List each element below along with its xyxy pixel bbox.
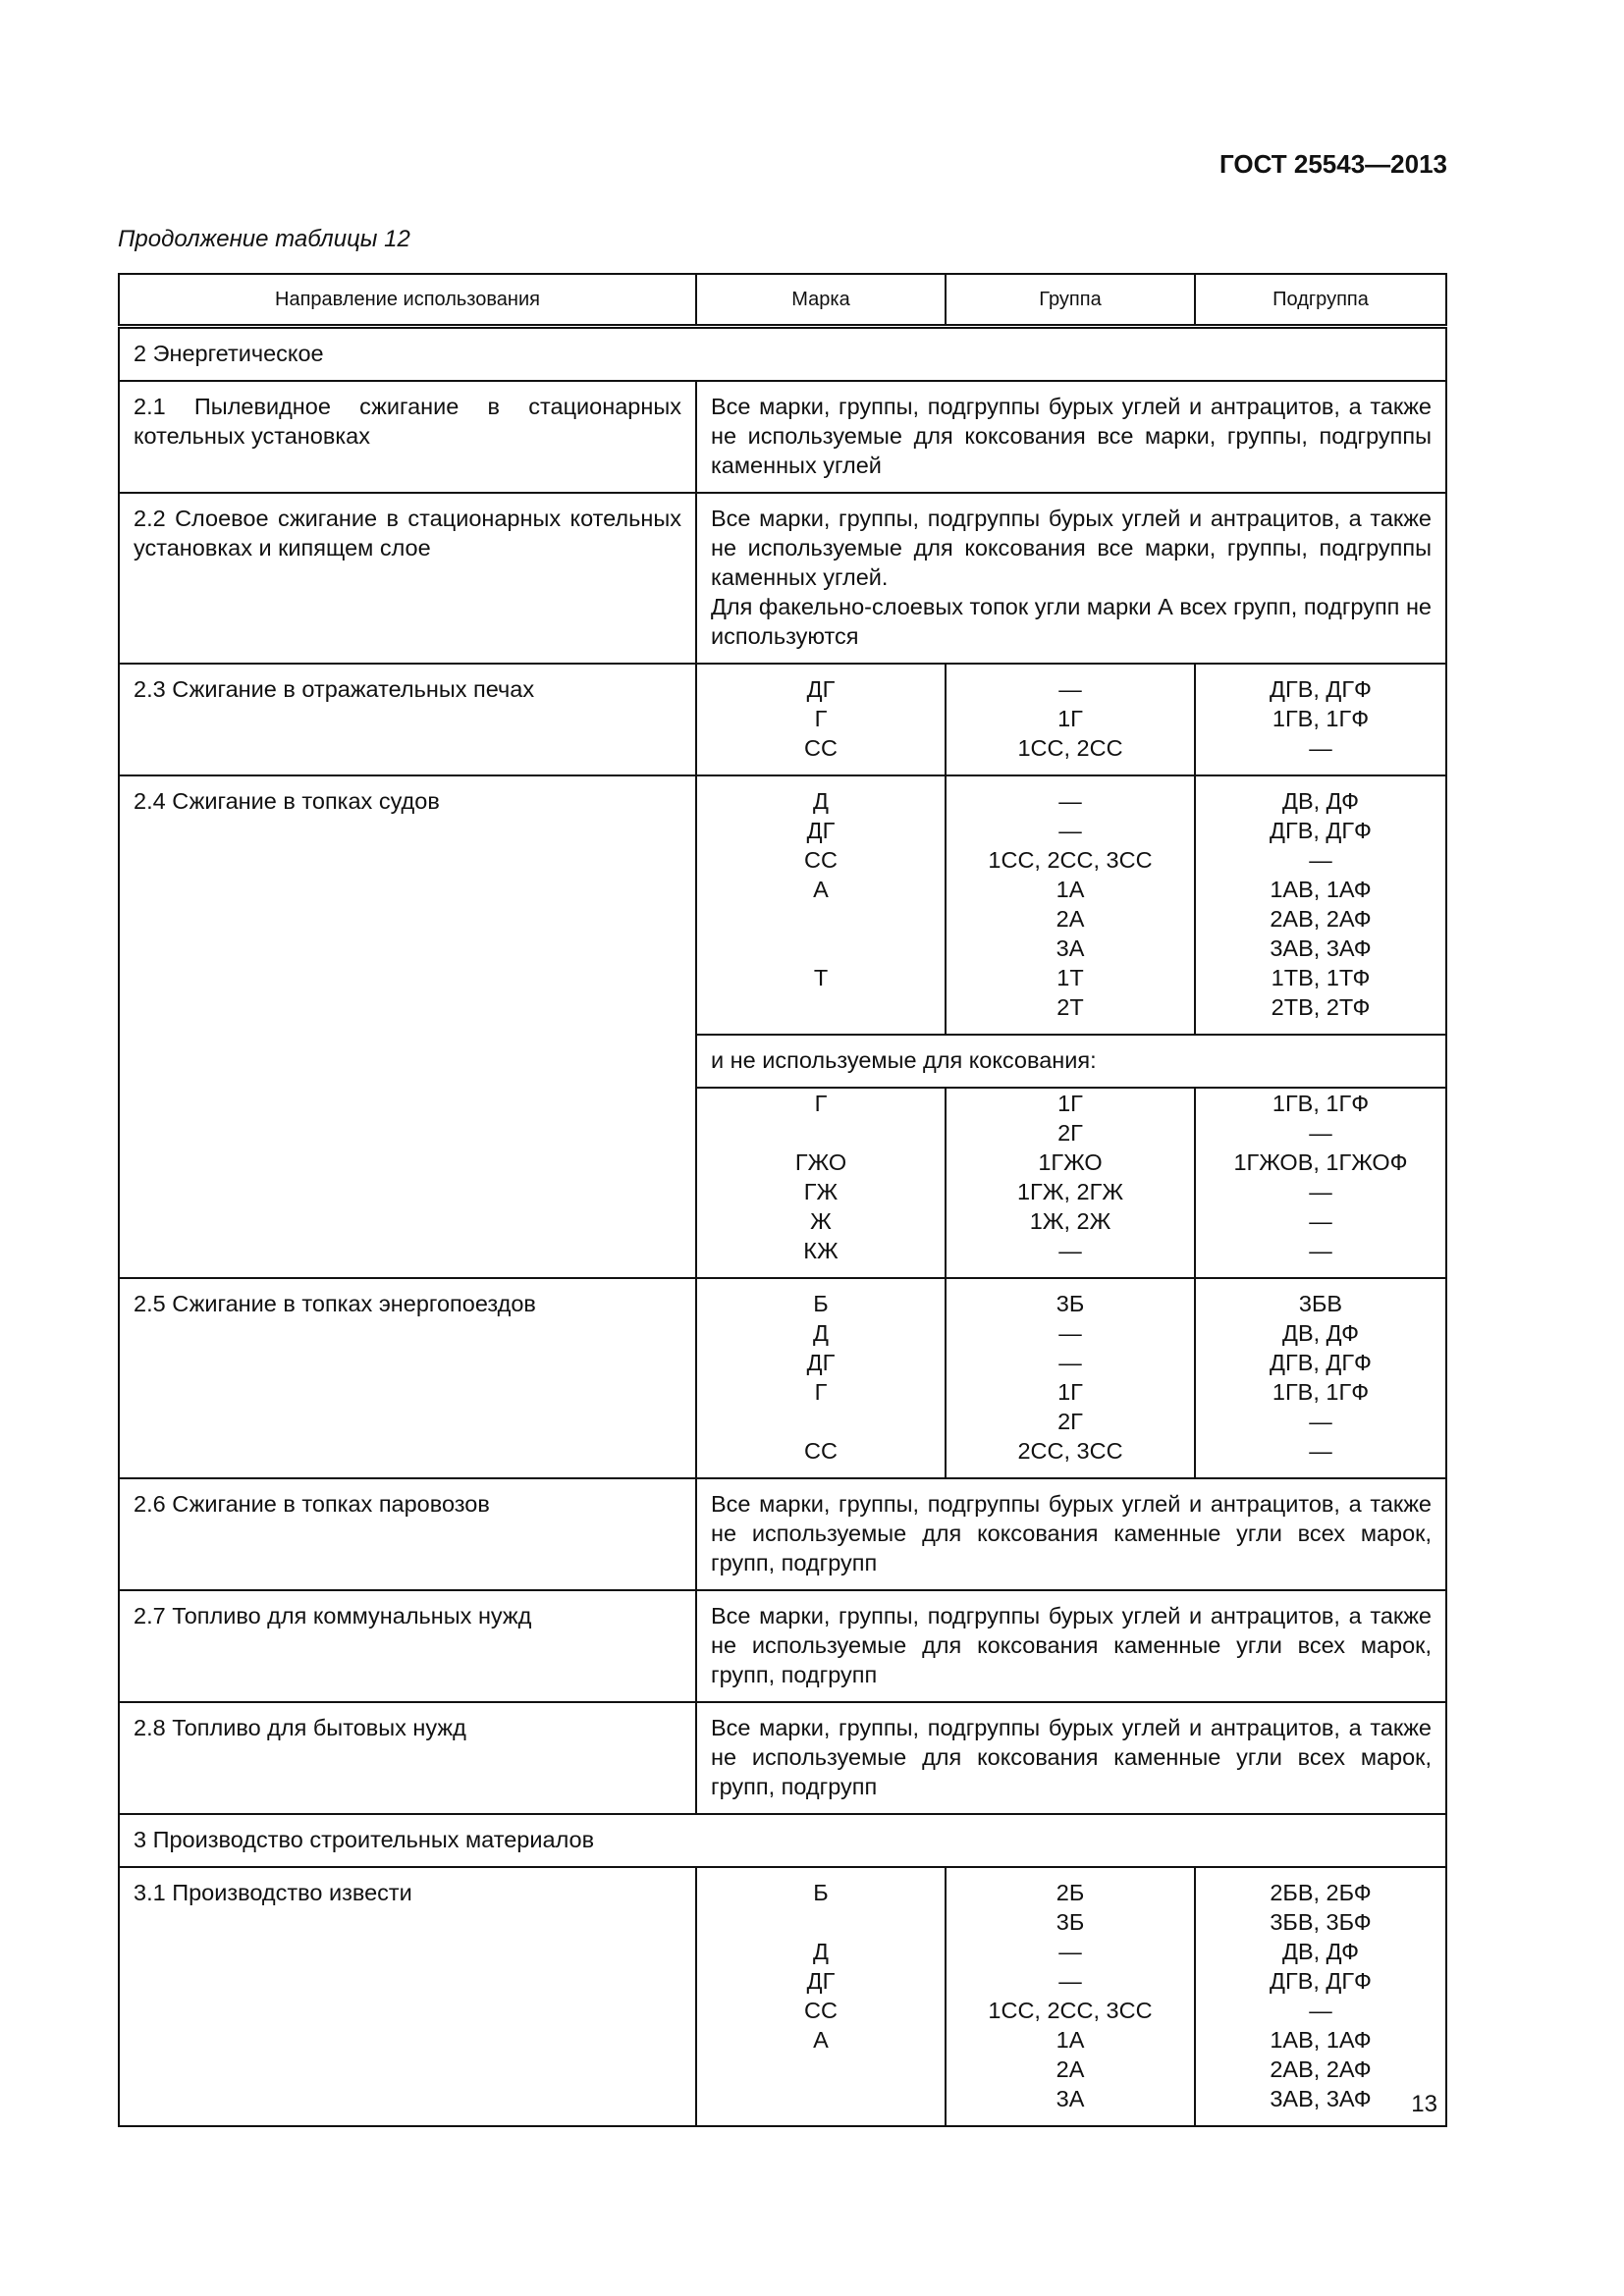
table-header-row [119,274,1446,327]
cell-value: СС [804,1998,838,2023]
cell-value: — [1058,1968,1082,1994]
col-header-group: Группа [946,274,1195,327]
cell-value: — [1309,1409,1332,1434]
cell-value: 3Б [1056,1291,1085,1316]
cell-value: — [1309,1438,1332,1464]
cell-value: 1Ж, 2Ж [1029,1208,1111,1234]
row-description-note: Для факельно-слоевых топок угли марки А всех групп, подгрупп не используются [711,594,1432,649]
row-direction: 2.7 Топливо для коммунальных нужд [119,1590,696,1702]
cell-value: — [1058,1238,1082,1263]
subgroup-list [1195,664,1446,775]
cell-value: Г [814,1379,828,1405]
mark-list [696,664,946,775]
cell-value: 1ГВ, 1ГФ [1272,706,1370,731]
table-row [119,381,1446,493]
cell-value: — [1309,1179,1332,1204]
table-row [119,1590,1446,1702]
cell-value: 1СС, 2СС, 3СС [988,847,1153,873]
cell-value: А [813,2027,829,2053]
cell-value: 1ГЖОВ, 1ГЖОФ [1233,1149,1408,1175]
row-direction: 3.1 Производство извести [119,1867,696,2126]
cell-value: ДГ [806,1968,836,1994]
row-direction: 2.6 Сжигание в топках паровозов [119,1478,696,1590]
cell-value: 1Г [1057,706,1083,731]
cell-value: Д [813,1320,829,1346]
cell-value: 3АВ, 3АФ [1270,935,1372,961]
cell-value: 1А [1056,877,1085,902]
subgroup-list [1195,1088,1446,1278]
table-row [119,664,1446,775]
cell-value: 1ГВ, 1ГФ [1272,1379,1370,1405]
cell-value: Д [813,1939,829,1964]
cell-value: Б [813,1880,829,1905]
cell-value: — [1309,1120,1332,1146]
cell-value: ДГ [806,1350,836,1375]
row-description: Все марки, группы, подгруппы бурых углей и антрацитов, а также не используемые для коксования каменные угли всех марок, групп, подгрупп [696,1478,1446,1590]
section-title: 2 Энергетическое [119,327,1446,382]
standard-designation: ГОСТ 25543—2013 [1219,149,1447,179]
group-list [946,664,1195,775]
table-row [119,1278,1446,1478]
cell-value: — [1309,735,1332,761]
row-direction: 2.4 Сжигание в топках судов [119,775,696,1278]
cell-value: 1Т [1056,965,1084,990]
cell-value: — [1309,1208,1332,1234]
cell-value: — [1058,1939,1082,1964]
row-description: Все марки, группы, подгруппы бурых углей и антрацитов, а также не используемые для коксования все марки, группы, подгруппы каменных углей [696,381,1446,493]
cell-value: 2АВ, 2АФ [1270,2056,1372,2082]
cell-value: КЖ [803,1238,839,1263]
cell-value: А [813,877,829,902]
cell-value [711,992,931,1022]
cell-value: 2А [1056,906,1085,932]
cell-value: СС [804,735,838,761]
page-number: 13 [1411,2091,1437,2117]
cell-value [711,904,931,934]
group-list [946,775,1195,1035]
cell-value [711,1907,931,1937]
cell-value: 1АВ, 1АФ [1270,2027,1372,2053]
row-direction: 2.1 Пылевидное сжигание в стационарных котельных установках [119,381,696,493]
mark-list [696,1088,946,1278]
mark-list [696,1867,946,2126]
cell-value [711,1118,931,1148]
cell-value: 1А [1056,2027,1085,2053]
cell-value: 2БВ, 2БФ [1270,1880,1372,1905]
cell-value: — [1309,1238,1332,1263]
cell-value: ДГВ, ДГФ [1270,676,1372,702]
row-description: Все марки, группы, подгруппы бурых углей и антрацитов, а также не используемые для коксования каменные угли всех марок, групп, подгрупп [696,1702,1446,1814]
row-direction: 2.3 Сжигание в отражательных печах [119,664,696,775]
mark-list [696,1278,946,1478]
cell-value: 2Г [1057,1409,1083,1434]
cell-value: 3БВ [1298,1291,1343,1316]
cell-value: ДГВ, ДГФ [1270,1968,1372,1994]
section-row [119,1814,1446,1867]
row-note: и не используемые для коксования: [696,1035,1446,1088]
cell-value: — [1058,818,1082,843]
mark-list [696,775,946,1035]
cell-value: ДГ [806,676,836,702]
cell-value: ДВ, ДФ [1282,1320,1359,1346]
cell-value: ДВ, ДФ [1282,1939,1359,1964]
cell-value: — [1309,1998,1332,2023]
col-header-direction: Направление использования [119,274,696,327]
cell-value: — [1309,847,1332,873]
group-list [946,1278,1195,1478]
cell-value [711,2084,931,2113]
table-row [119,1702,1446,1814]
cell-value: Ж [810,1208,832,1234]
row-direction: 2.2 Слоевое сжигание в стационарных котельных установках и кипящем слое [119,493,696,664]
cell-value: 2Б [1056,1880,1085,1905]
cell-value: СС [804,1438,838,1464]
subgroup-list [1195,1278,1446,1478]
cell-value: Б [813,1291,829,1316]
cell-value: Д [813,788,829,814]
cell-value: 2А [1056,2056,1085,2082]
table-row [119,1478,1446,1590]
cell-value: 2Г [1057,1120,1083,1146]
group-list [946,1088,1195,1278]
cell-value [711,1407,931,1436]
cell-value: 1ГЖО [1038,1149,1103,1175]
cell-value: 2ТВ, 2ТФ [1271,994,1371,1020]
table-caption: Продолжение таблицы 12 [118,226,410,252]
coal-usage-table [118,273,1447,2127]
row-direction: 2.8 Топливо для бытовых нужд [119,1702,696,1814]
cell-value: Г [814,706,828,731]
row-description: Все марки, группы, подгруппы бурых углей и антрацитов, а также не используемые для коксования каменные угли всех марок, групп, подгрупп [696,1590,1446,1702]
cell-value: Г [814,1091,828,1116]
row-direction: 2.5 Сжигание в топках энергопоездов [119,1278,696,1478]
cell-value: 2СС, 3СС [1017,1438,1123,1464]
cell-value: СС [804,847,838,873]
table-row [119,493,1446,664]
cell-value: 1СС, 2СС, 3СС [988,1998,1153,2023]
cell-value: 3Б [1056,1909,1085,1935]
cell-value: 1ГЖ, 2ГЖ [1016,1179,1124,1204]
cell-value: 1ГВ, 1ГФ [1272,1091,1370,1116]
cell-value: ДВ, ДФ [1282,788,1359,814]
cell-value: — [1058,676,1082,702]
cell-value: ГЖО [794,1149,847,1175]
cell-value: — [1058,1350,1082,1375]
cell-value: 1Г [1057,1091,1083,1116]
cell-value: 3А [1056,2086,1085,2111]
section-title: 3 Производство строительных материалов [119,1814,1446,1867]
cell-value: 3А [1056,935,1085,961]
cell-value [711,2055,931,2084]
cell-value: ДГВ, ДГФ [1270,1350,1372,1375]
row-description [696,493,1446,664]
group-list [946,1867,1195,2126]
cell-value: ДГВ, ДГФ [1270,818,1372,843]
cell-value: ГЖ [803,1179,839,1204]
cell-value: 3БВ, 3БФ [1270,1909,1372,1935]
cell-value: ДГ [806,818,836,843]
col-header-mark: Марка [696,274,946,327]
col-header-subgroup: Подгруппа [1195,274,1446,327]
cell-value: Т [813,965,829,990]
cell-value: — [1058,1320,1082,1346]
row-description-text: Все марки, группы, подгруппы бурых углей и антрацитов, а также не используемые для коксования все марки, группы, подгруппы каменных углей. [711,506,1432,590]
subgroup-list [1195,775,1446,1035]
table-row [119,775,1446,1035]
cell-value: 3АВ, 3АФ [1270,2086,1372,2111]
cell-value: 1АВ, 1АФ [1270,877,1372,902]
cell-value: 2АВ, 2АФ [1270,906,1372,932]
table-row [119,1867,1446,2126]
cell-value: 2Т [1056,994,1084,1020]
cell-value: 1Г [1057,1379,1083,1405]
subgroup-list [1195,1867,1446,2126]
section-row [119,327,1446,382]
cell-value: 1ТВ, 1ТФ [1271,965,1371,990]
cell-value [711,934,931,963]
cell-value: — [1058,788,1082,814]
cell-value: 1СС, 2СС [1017,735,1123,761]
